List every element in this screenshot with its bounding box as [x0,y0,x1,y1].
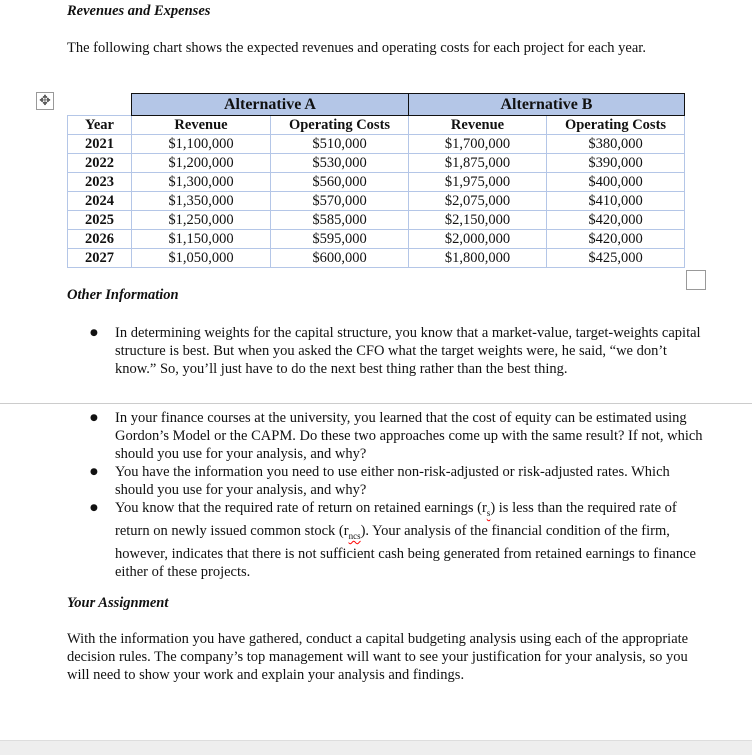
bullet-list-1 [67,324,707,378]
value-cell: $570,000 [271,192,409,211]
text: ) is less than the required rate of return on newly issued common stock (r [115,500,677,539]
table-row [68,135,685,154]
value-cell: $2,075,000 [409,192,547,211]
header-opcost-b: Operating Costs [547,116,685,135]
value-cell: $1,700,000 [409,135,547,154]
value-cell: $560,000 [271,173,409,192]
header-revenue-a: Revenue [132,116,271,135]
value-cell: $1,350,000 [132,192,271,211]
header-revenue-b: Revenue [409,116,547,135]
heading-your-assignment: Your Assignment [67,595,169,611]
year-cell: 2027 [68,249,132,268]
value-cell: $380,000 [547,135,685,154]
value-cell: $410,000 [547,192,685,211]
group-alternative-b: Alternative B [409,94,685,116]
group-alternative-a: Alternative A [132,94,409,116]
year-cell: 2026 [68,230,132,249]
value-cell: $600,000 [271,249,409,268]
list-item: ● In determining weights for the capital structure, you know that a market-value, target-weights capital structure is best. But when you asked the CFO what the target weights were, he said, “we don’t know.” So, you’ll just have to do the next best thing rather than the best thing. [67,324,707,378]
value-cell: $595,000 [271,230,409,249]
intro-paragraph: The following chart shows the expected revenues and operating costs for each project for each year. [67,40,646,56]
table-move-handle-icon[interactable]: ✥ [36,92,54,110]
value-cell: $2,000,000 [409,230,547,249]
table-row [68,154,685,173]
list-item [67,499,707,581]
value-cell: $400,000 [547,173,685,192]
value-cell: $1,150,000 [132,230,271,249]
value-cell: $425,000 [547,249,685,268]
value-cell: $530,000 [271,154,409,173]
year-cell: 2024 [68,192,132,211]
value-cell: $1,975,000 [409,173,547,192]
value-cell: $1,800,000 [409,249,547,268]
table-row [68,249,685,268]
page-break-line [0,403,752,404]
subscript: s [486,507,491,518]
value-cell: $1,250,000 [132,211,271,230]
year-cell: 2022 [68,154,132,173]
value-cell: $1,300,000 [132,173,271,192]
assignment-paragraph: With the information you have gathered, conduct a capital budgeting analysis using each of the appropriate decision rules. The company’s top management will want to see your justification for your analysis, so you will need to show your work and explain your analysis and findings. [67,631,689,683]
value-cell: $2,150,000 [409,211,547,230]
year-cell: 2021 [68,135,132,154]
subscript: ncs [348,530,361,541]
text: You know that the required rate of return on retained earnings (r [115,500,487,516]
text: ). Your analysis of the financial condition of the firm, however, indicates that there is not sufficient cash being generated from retained earnings to finance either of these projects. [115,522,696,580]
heading-revenues-expenses: Revenues and Expenses [67,3,211,19]
revenue-table [67,93,685,268]
value-cell: $1,100,000 [132,135,271,154]
value-cell: $1,050,000 [132,249,271,268]
table-row [68,192,685,211]
bullet-list-2 [67,409,707,581]
value-cell: $1,875,000 [409,154,547,173]
year-cell: 2025 [68,211,132,230]
value-cell: $390,000 [547,154,685,173]
table-row [68,211,685,230]
value-cell: $585,000 [271,211,409,230]
header-opcost-a: Operating Costs [271,116,409,135]
header-year: Year [68,116,132,135]
heading-other-information: Other Information [67,287,179,303]
page-gap [0,740,752,755]
table-row [68,173,685,192]
year-cell: 2023 [68,173,132,192]
value-cell: $420,000 [547,230,685,249]
table-end-marker [686,270,706,290]
value-cell: $510,000 [271,135,409,154]
list-item: ● In your finance courses at the university, you learned that the cost of equity can be estimated using Gordon’s Model or the CAPM. Do these two approaches come up with the same result? If not, which should you use for your analysis, and why? [67,409,707,463]
value-cell: $1,200,000 [132,154,271,173]
value-cell: $420,000 [547,211,685,230]
list-item: ● You have the information you need to use either non-risk-adjusted or risk-adjusted rates. Which should you use for your analysis, and why? [67,463,707,499]
table-row [68,230,685,249]
